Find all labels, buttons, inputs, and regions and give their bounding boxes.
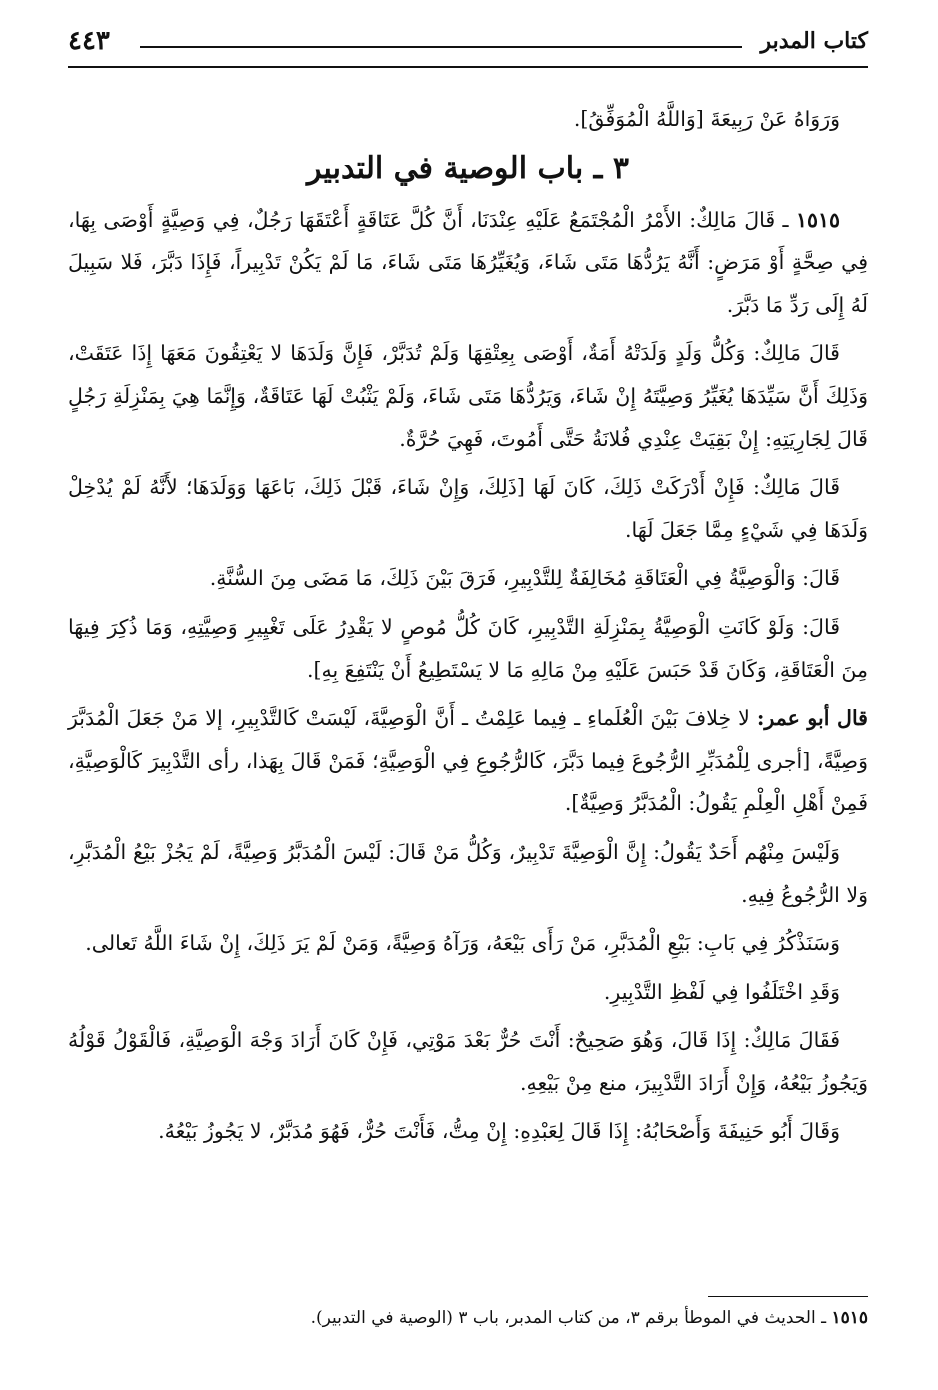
paragraph-10: فَقَالَ مَالِكٌ: إِذَا قَالَ، وَهُوَ صَحِيحٌ: أَنْتَ حُرٌّ بَعْدَ مَوْتِي، فَإِنْ كَانَ أَرَادَ وَجْهَ الْوَصِيَّةِ، فَالْقَوْلُ قَوْلُهُ وَيَجُوزُ بَيْعُهُ، وَإِنْ أَرَادَ التَّدْبِيرَ، منع مِنْ بَيْعِهِ. — [68, 1028, 868, 1095]
header-rule — [140, 46, 742, 48]
paragraph-1-text: ـ قَالَ مَالِكٌ: الأَمْرُ الْمُجْتَمَعُ عَلَيْهِ عِنْدَنَا، أَنَّ كُلَّ عَتَاقَةٍ أَعْتَقَهَا رَجُلٌ، فِي وَصِيَّةٍ أَوْصَى بِهَا، فِي صِحَّةٍ أَوْ مَرَضٍ: أَنَّهُ يَرُدُّهَا مَتَى شَاءَ، وَيُغَيِّرُهَا مَتَى شَاءَ، مَا لَمْ يَكُنْ تَدْبِيراً، فَإِذَا دَبَّرَ، فَلا سَبِيلَ لَهُ إِلَى رَدِّ مَا دَبَّرَ. — [68, 207, 868, 317]
paragraph-5: قَالَ: وَلَوْ كَانَتِ الْوَصِيَّةُ بِمَنْزِلَةِ التَّدْبِيرِ، كَانَ كُلُّ مُوصٍ لا يَقْدِرُ عَلَى تَغْيِيرِ وَصِيَّتِهِ، وَمَا ذُكِرَ فِيهَا مِنَ الْعَتَاقَةِ، وَكَانَ قَدْ حَبَسَ عَلَيْهِ مِنْ مَالِهِ مَا لا يَسْتَطِيعُ أَنْ يَنْتَفِعَ بِهِ]. — [68, 614, 868, 682]
hadith-number: ١٥١٥ — [795, 207, 840, 232]
footnote-number: ١٥١٥ — [831, 1308, 868, 1328]
paragraph-7: وَلَيْسَ مِنْهُم أَحَدٌ يَقُولُ: إِنَّ الْوَصِيَّةَ تَدْبِيرٌ، وَكُلُّ مَنْ قَالَ: لَيْسَ الْمُدَبَّرُ وَصِيَّةً، لَمْ يَجُزْ بَيْعُ الْمُدَبَّرِ، وَلا الرُّجُوعُ فِيهِ. — [68, 839, 868, 907]
paragraph-4: قَالَ: وَالْوَصِيَّةُ فِي الْعَتَاقَةِ مُخَالِفَةٌ لِلتَّدْبِيرِ، فَرَقَ بَيْنَ ذَلِكَ، مَا مَضَى مِنَ السُّنَّةِ. — [209, 566, 840, 591]
paragraph-9: وَقَدِ اخْتَلَفُوا فِي لَفْظِ التَّدْبِيرِ. — [603, 979, 840, 1004]
paragraph-6-text: لا خِلافَ بَيْنَ الْعُلَماءِ ـ فِيما عَلِمْتُ ـ أَنَّ الْوَصِيَّةَ، لَيْسَتْ كَالتَّدْبِيرِ، إلا مَنْ جَعَلَ الْمُدَبَّرَ وَصِيَّةً، [أجرى لِلْمُدَبِّرِ الرُّجُوعَ فِيما دَبَّرَ، كَالرُّجُوعِ فِي الْوَصِيَّةِ؛ فَمَنْ قَالَ بِهَذا، رأى التَّدْبِيرَ كَالْوَصِيَّةِ، فَمِنْ أَهْلِ الْعِلْمِ يَقُولُ: الْمُدَبَّرُ وَصِيَّةٌ]. — [68, 706, 868, 816]
footnote-text: ـ الحديث في الموطأ برقم ٣، من كتاب المدبر، باب ٣ (الوصية في التدبير). — [310, 1308, 827, 1328]
book-title: كتاب المدبر — [760, 28, 868, 54]
paragraph-8: وَسَنَذْكُرُ فِي بَابِ: بَيْعِ الْمُدَبَّرِ، مَنْ رَأَى بَيْعَهُ، وَرَآهُ وَصِيَّةً، وَمَنْ لَمْ يَرَ ذَلِكَ، إِنْ شَاءَ اللَّهُ تَعالى. — [85, 931, 840, 956]
paragraph-1 — [68, 199, 868, 327]
paragraph-2: قَالَ مَالِكٌ: وَكُلُّ وَلَدٍ وَلَدَتْهُ أَمَةٌ، أَوْصَى بِعِتْقِهَا وَلَمْ تُدَبَّرْ، فَإِنَّ وَلَدَهَا لا يَعْتِقُونَ مَعَهَا إِذَا عَتَقَتْ، وَذَلِكَ أَنَّ سَيِّدَهَا يُغَيِّرُ وَصِيَّتَهُ إِنْ شَاءَ، وَيَرُدُّهَا مَتَى شَاءَ، وَلَمْ يَثْبُتْ لَهَا عَتَاقَةٌ، وَإِنَّمَا هِيَ بِمَنْزِلَةِ رَجُلٍ قَالَ لِجَارِيَتِهِ: إِنْ بَقِيَتْ عِنْدِي فُلانَةُ حَتَّى أَمُوتَ، فَهِيَ حُرَّةٌ. — [68, 341, 868, 451]
chapter-title: ٣ ـ باب الوصية في التدبير — [306, 150, 630, 186]
paragraph-6 — [68, 697, 868, 825]
footnote — [68, 1308, 868, 1328]
running-header — [68, 22, 868, 62]
main-text — [68, 98, 868, 1159]
footnote-rule — [708, 1296, 868, 1297]
paragraph-3: قَالَ مَالِكٌ: فَإِنْ أَدْرَكَتْ ذَلِكَ، كَانَ لَهَا [ذَلِكَ، وَإِنْ شَاءَ، قَبْلَ ذَلِكَ، بَاعَهَا وَوَلَدَهَا؛ لأَنَّهُ لَمْ يُدْخِلْ وَلَدَهَا فِي شَيْءٍ مِمَّا جَعَلَ لَهَا. — [68, 475, 868, 542]
paragraph-11: وَقَالَ أَبُو حَنِيفَةَ وَأَصْحَابُهُ: إِذَا قَالَ لِعَبْدِهِ: إِنْ مِتُّ، فَأَنْتَ حُرٌّ، فَهُوَ مُدَبَّرٌ، لا يَجُوزُ بَيْعُهُ. — [158, 1119, 840, 1144]
header-underline — [68, 66, 868, 68]
page-number: ٤٤٣ — [68, 26, 110, 56]
author-label: قال أبو عمر: — [756, 706, 868, 731]
paragraph-0: وَرَوَاهُ عَنْ رَبِيعَةَ [وَاللَّهُ الْمُوَفِّقُ]. — [573, 107, 840, 131]
